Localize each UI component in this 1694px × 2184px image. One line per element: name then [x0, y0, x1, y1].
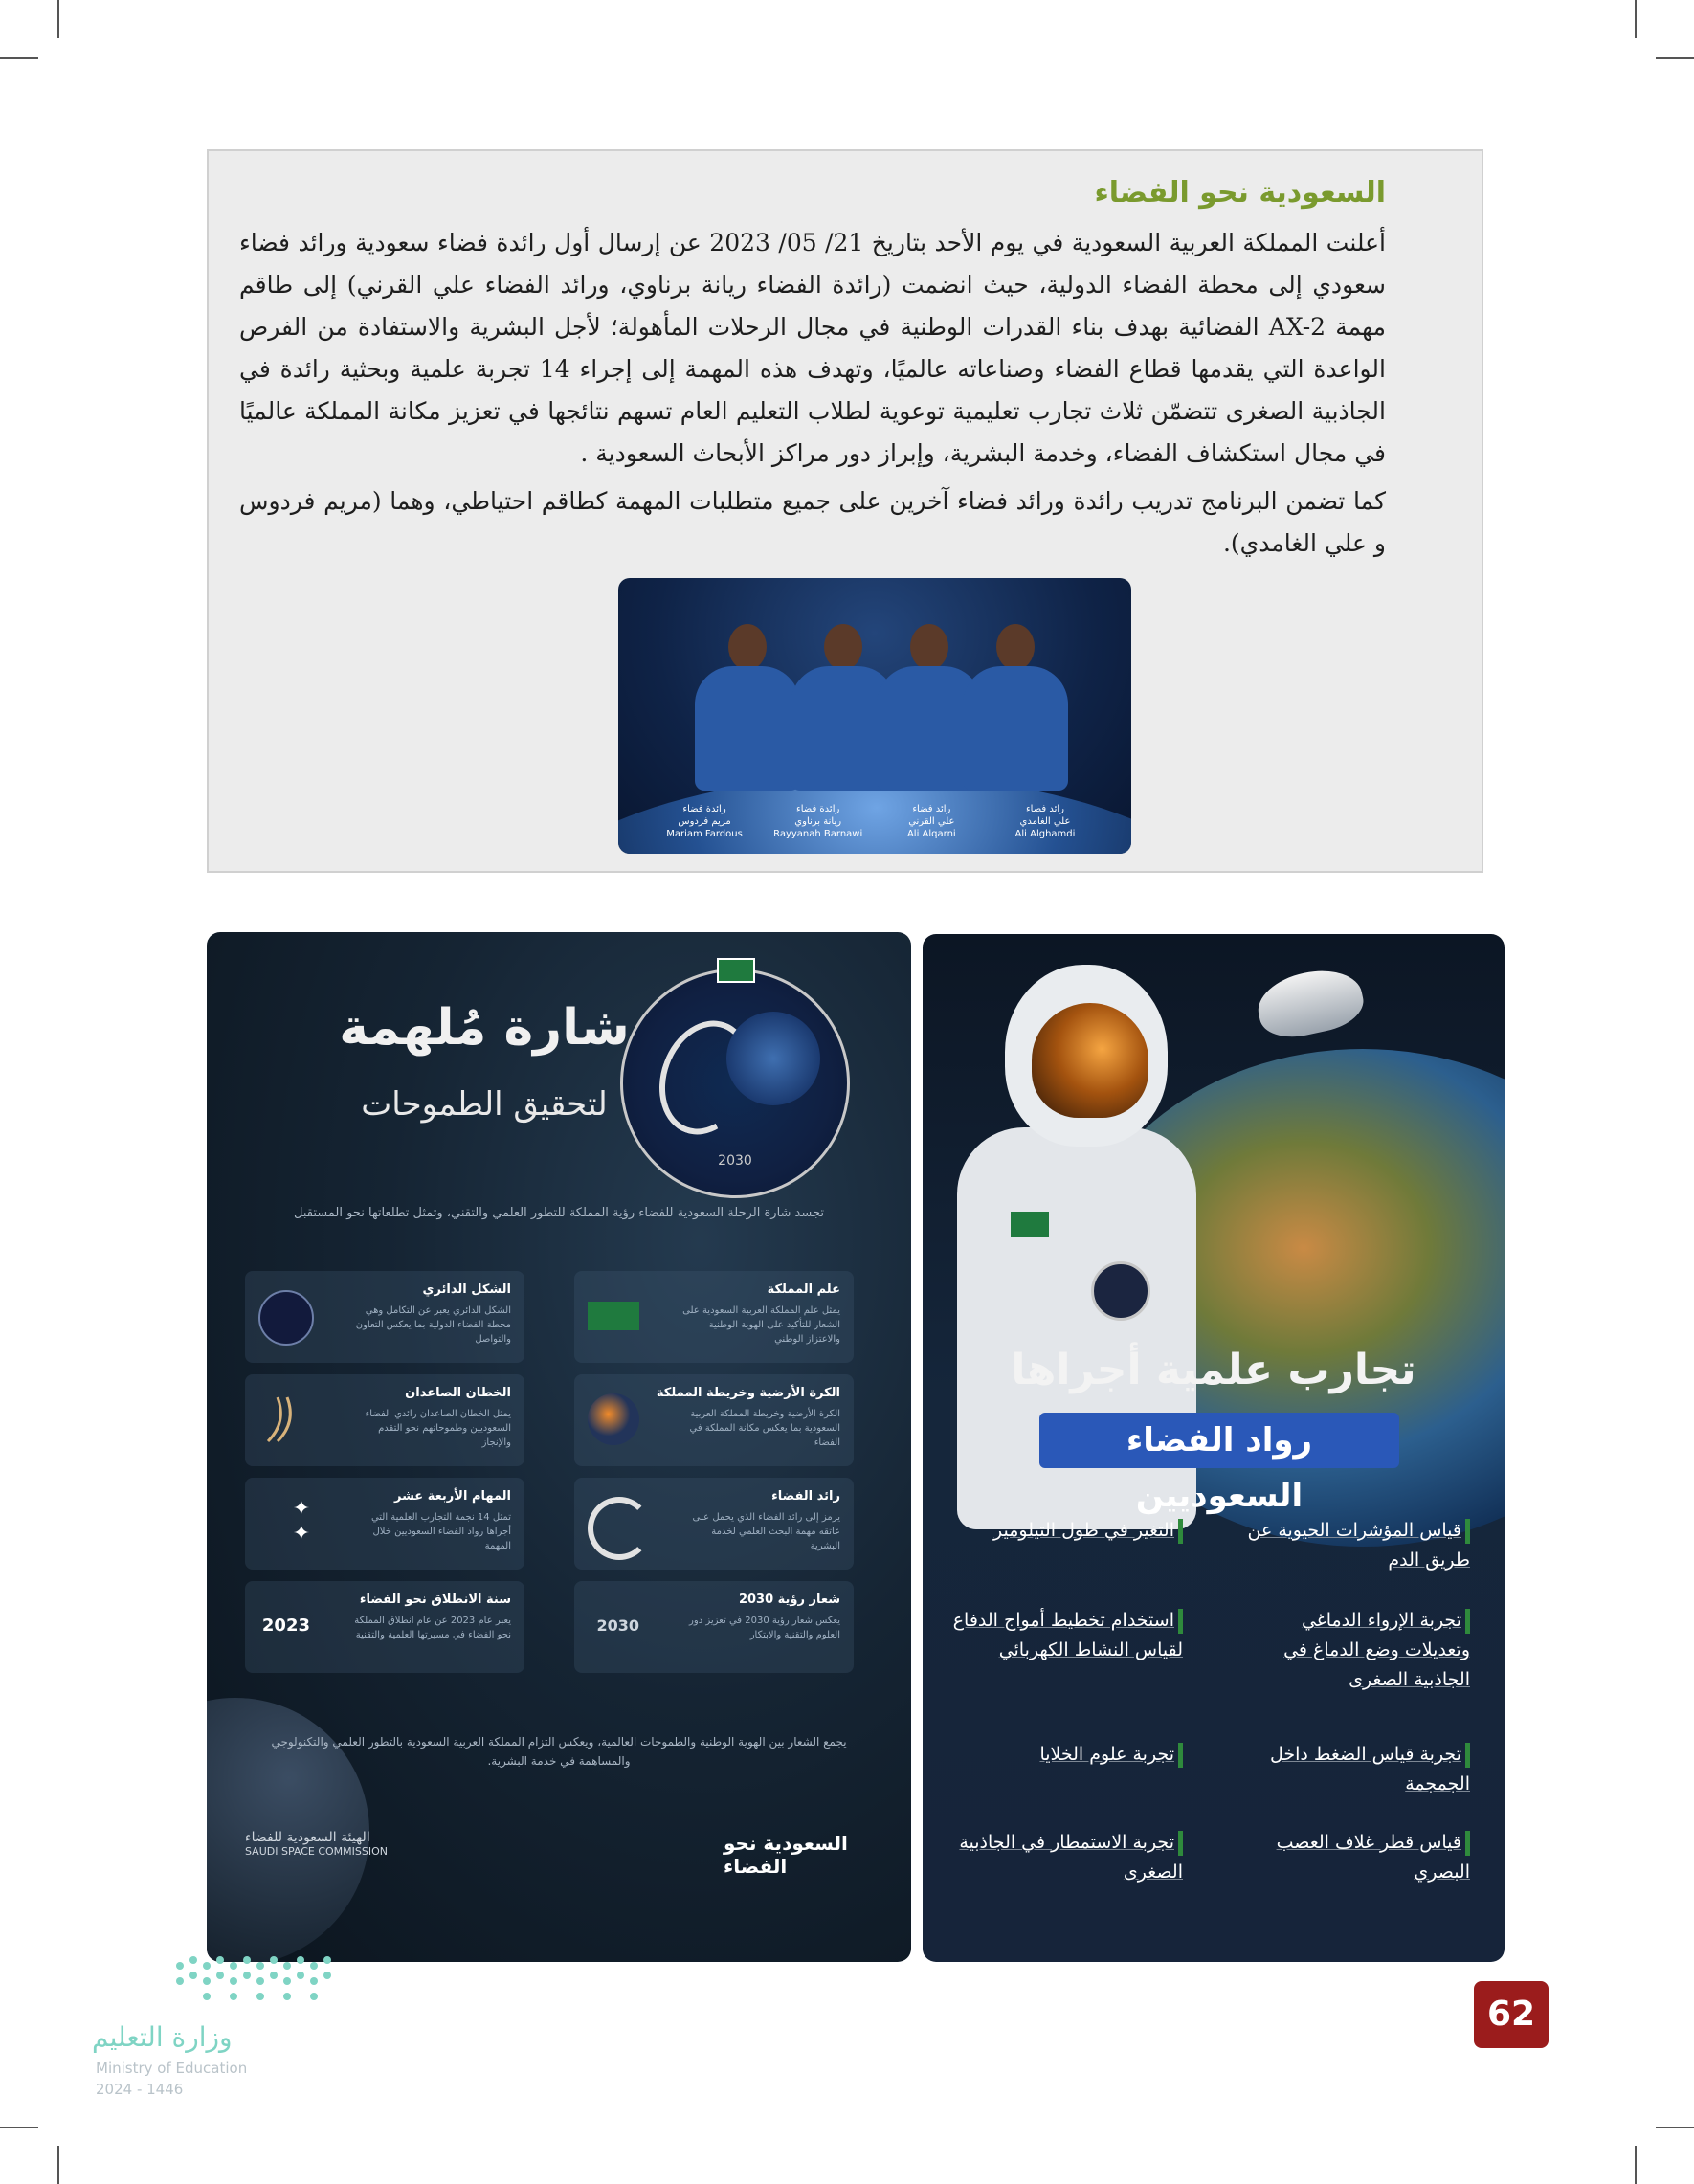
crop-mark	[1656, 2127, 1694, 2128]
badge-card: الكرة الأرضية وخريطة المملكة الكرة الأرضية وخريطة المملكة العربية السعودية بما يعكس مكانة المملكة في الفضاء	[574, 1374, 854, 1466]
experiment-item: تجربة قياس الضغط داخل الجمجمة	[1269, 1744, 1470, 1794]
crop-mark	[57, 0, 59, 38]
stars-icon: ✦ ✦	[292, 1497, 310, 1546]
crew-name: رائد فضاء علي الغامدي Ali Alghamdi	[1014, 804, 1076, 839]
flag-icon	[588, 1302, 639, 1330]
crop-mark	[0, 57, 38, 59]
experiment-item: تجربة الاستمطار في الجاذبية الصغرى	[959, 1832, 1183, 1883]
vision-2030-icon: 2030	[596, 1616, 639, 1635]
experiment-item: تجربة علوم الخلايا	[944, 1740, 1183, 1770]
globe-icon	[588, 1393, 639, 1445]
edition-year: 2024 - 1446	[96, 2081, 184, 2098]
badge-card: المهام الأربعة عشر تمثل 14 نجمة التجارب العلمية التي أجراها رواد الفضاء السعوديين خلال المهمة ✦ ✦	[245, 1478, 524, 1570]
article-paragraph: أعلنت المملكة العربية السعودية في يوم الأحد بتاريخ 21/ 05/ 2023 عن إرسال أول رائدة فضاء سعودية ورائد فضاء سعودي إلى محطة الفضاء الدولية، حيث انضمت (رائدة الفضاء ريانة برناوي، ورائد الفضاء علي القرني) إلى طاقم مهمة AX-2 الفضائية بهدف بناء القدرات الوطنية في مجال الرحلات المأهولة؛ لأجل البشرية والاستفادة من الفرص الواعدة التي يقدمها قطاع الفضاء وصناعاته عالميًا، وتهدف هذه المهمة إلى إجراء 14 تجربة علمية وبحثية رائدة في الجاذبية الصغرى تتضمّن ثلاث تجارب تعليمية توعوية لطلاب التعليم العام تسهم نتائجها في تعزيز مكانة المملكة عالميًا في مجال استكشاف الفضاء، وخدمة البشرية، وإبراز دور مراكز الأبحاث السعودية .	[239, 229, 1387, 467]
crop-mark	[57, 2146, 59, 2184]
experiment-item: تجربة الإرواء الدماغي وتعديلات وضع الدماغ في الجاذبية الصغرى	[1283, 1610, 1470, 1690]
poster-description: تجسد شارة الرحلة السعودية للفضاء رؤية المملكة للتطور العلمي والتقني، وتمثل تطلعاتها نحو المستقبل	[294, 1206, 824, 1220]
crew-photo	[618, 578, 1131, 854]
badge-card: الخطان الصاعدان يمثل الخطان الصاعدان رائدي الفضاء السعوديين وطموحاتهم نحو التقدم والإنجاز	[245, 1374, 524, 1466]
crew-name: رائدة فضاء مريم فردوس Mariam Fardous	[666, 804, 743, 839]
crew-name: رائدة فضاء ريانة برناوي Rayyanah Barnawi	[773, 804, 863, 839]
mission-badge-poster	[207, 932, 911, 1962]
circle-icon	[258, 1290, 314, 1346]
badge-card: رائد الفضاء يرمز إلى رائد الفضاء الذي يحمل على عاتقه مهمة البحث العلمي لخدمة البشرية	[574, 1478, 854, 1570]
crew-names	[657, 803, 1093, 840]
experiments-poster	[923, 934, 1505, 1962]
mission-patch-icon	[1091, 1261, 1150, 1321]
astronaut-helmet-icon	[588, 1497, 651, 1560]
crop-mark	[0, 2127, 38, 2128]
rising-lines-icon	[258, 1393, 310, 1445]
ministry-name-ar: وزارة التعليم	[92, 2021, 233, 2053]
poster-title: تجارب علمية أجراها	[1011, 1346, 1416, 1394]
program-logo: السعودية نحو الفضاء	[724, 1832, 848, 1878]
crop-mark	[1635, 2146, 1637, 2184]
article-title: السعودية نحو الفضاء	[1094, 176, 1386, 210]
year-label: 2023	[261, 1616, 310, 1636]
page-number: 62	[1474, 1981, 1549, 2048]
mission-badge	[620, 969, 850, 1198]
poster-title: شارة مُلهمة	[339, 999, 630, 1057]
experiment-item: قياس المؤشرات الحيوية عن طريق الدم	[1247, 1520, 1470, 1571]
article-body	[239, 222, 1386, 570]
experiment-item: التغير في طول التيلومير	[944, 1516, 1183, 1546]
ministry-logo-icon	[176, 1952, 339, 2006]
space-capsule-icon	[1253, 962, 1369, 1043]
article-paragraph: كما تضمن البرنامج تدريب رائدة ورائد فضاء آخرين على جميع متطلبات المهمة كطاقم احتياطي، وهما (مريم فردوس و علي الغامدي).	[239, 487, 1386, 557]
poster-subtitle: رواد الفضاء السعوديين	[1039, 1413, 1399, 1468]
crop-mark	[1635, 0, 1637, 38]
poster-footer-text: يجمع الشعار بين الهوية الوطنية والطموحات العالمية، ويعكس التزام المملكة العربية السعودية بالتطور العلمي والتكنولوجي والمساهمة في خدمة البشرية.	[271, 1735, 847, 1768]
badge-card: علم المملكة يمثل علم المملكة العربية السعودية على الشعار للتأكيد على الهوية الوطنية والاعتزاز الوطني	[574, 1271, 854, 1363]
saudi-flag-icon	[717, 958, 755, 983]
saudi-flag-icon	[1011, 1212, 1049, 1237]
experiment-item: استخدام تخطيط أمواج الدفاع لقياس النشاط الكهربائي	[952, 1610, 1183, 1660]
article-box	[207, 149, 1483, 873]
crop-mark	[1656, 57, 1694, 59]
experiment-item: قياس قطر غلاف العصب البصري	[1276, 1832, 1470, 1883]
org-logo: الهيئة السعودية للفضاء SAUDI SPACE COMMISSION	[245, 1830, 389, 1858]
astronaut-figure	[695, 624, 800, 787]
ministry-name-en: Ministry of Education	[96, 2060, 248, 2077]
astronaut-figure	[963, 624, 1068, 787]
crew-name: رائد فضاء علي القرني Ali Alqarni	[906, 804, 956, 839]
badge-year: 2030	[718, 1153, 752, 1169]
poster-subtitle: لتحقيق الطموحات	[361, 1085, 608, 1124]
globe-icon	[726, 1012, 820, 1105]
badge-card: شعار رؤية 2030 يعكس شعار رؤية 2030 في تعزيز دور العلوم والتقنية والابتكار 2030	[574, 1581, 854, 1673]
badge-card: سنة الانطلاق نحو الفضاء يعبر عام 2023 عن عام انطلاق المملكة نحو الفضاء في مسيرتها العلمية والتقنية 2023	[245, 1581, 524, 1673]
badge-card: الشكل الدائري الشكل الدائري يعبر عن التكامل وهي محطة الفضاء الدولية بما يعكس التعاون والتواصل	[245, 1271, 524, 1363]
